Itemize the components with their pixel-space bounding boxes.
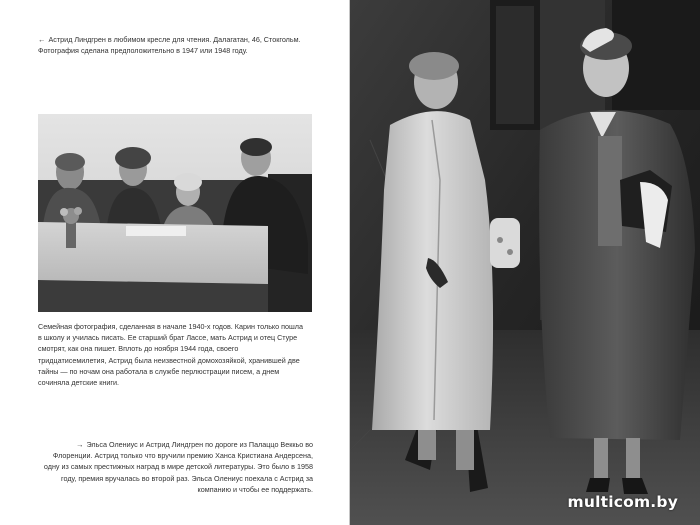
caption-top xyxy=(38,34,328,56)
caption-bottom-text: Эльса Олениус и Астрид Линдгрен по дороге из Палаццо Веккьо во Флоренции. Астрид только что вручили премию Ханса Кристиана Андерсена, одну из самых престижных наград в мире детской литературы. Это было в 1958 году, премия вручалась во второй раз. Эльса Олениус поехала с Астрид за компанию и чтобы ее поддержать. xyxy=(43,440,313,494)
arrow-left-icon: ← xyxy=(38,35,46,44)
watermark: multicom.by xyxy=(567,493,678,511)
family-photo xyxy=(38,114,312,312)
caption-bottom xyxy=(38,439,313,495)
street-photo xyxy=(350,0,700,525)
caption-top-text: Астрид Линдгрен в любимом кресле для чтения. Далагатан, 46, Стокгольм. Фотография сделана предположительно в 1947 или 1948 году. xyxy=(38,35,301,56)
right-page xyxy=(350,0,700,525)
caption-mid: Семейная фотография, сделанная в начале 1940-х годов. Карин только пошла в школу и училась писать. Ее старший брат Лассе, мать Астрид и отец Стуре смотрят, как она пишет. Вплоть до ноября 1944 года, своего тридцатисемилетия, Астрид была неизвестной домохозяйкой, хранившей две тайны — по ночам она работала в службе перлюстрации писем, а днем сочиняла детские книги. xyxy=(38,322,304,388)
arrow-right-icon: → xyxy=(75,440,84,449)
